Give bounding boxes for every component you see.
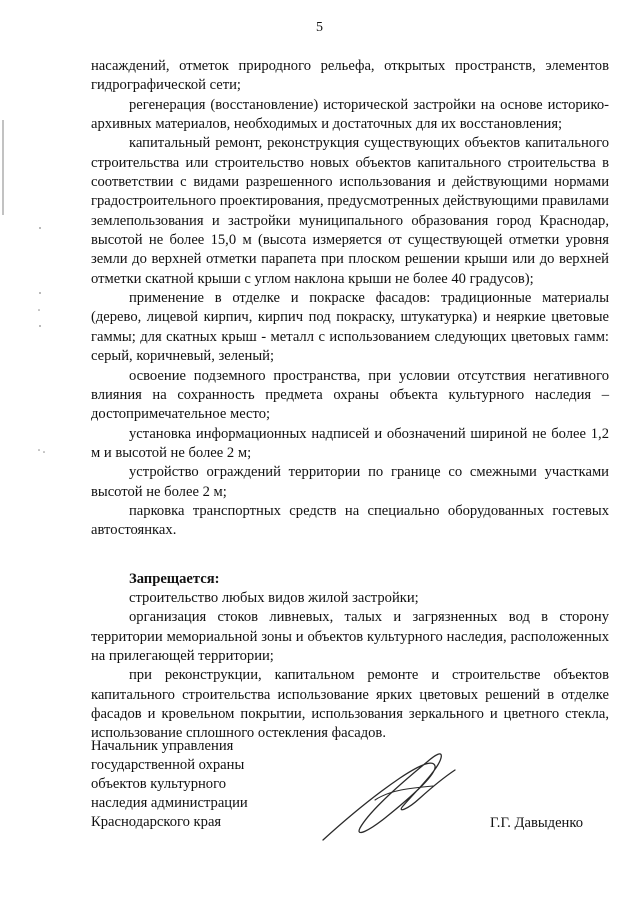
position-line: наследия администрации	[91, 795, 248, 812]
position-line: Начальник управления	[91, 738, 234, 754]
paragraph-signage: установка информационных надписей и обозначений шириной не более 1,2 м и высотой не более 2 м;	[91, 425, 609, 461]
scan-margin-marks	[0, 0, 60, 905]
position-line: Краснодарского края	[91, 814, 222, 831]
prohibited-item-bright-colors: при реконструкции, капитальном ремонте и строительстве объектов капитального строительства использование ярких цветовых решений в отделке фасадов и кровельном покрытии, использования зеркального и цветного стекла, использование сплошного остекления фасадов.	[91, 667, 609, 742]
prohibited-item-runoff: организация стоков ливневых, талых и загрязненных вод в сторону территории мемориальной зоны и объектов культурного наследия, расположенных на прилегающей территории;	[91, 609, 609, 664]
position-line: государственной охраны	[91, 757, 245, 774]
paragraph-greenery: насаждений, отметок природного рельефа, открытых пространств, элементов гидрографической сети;	[91, 58, 609, 94]
paragraph-regeneration: регенерация (восстановление) исторической застройки на основе историко-архивных материалов, необходимых и достаточных для их восстановления;	[91, 96, 609, 133]
paragraph-parking: парковка транспортных средств на специально оборудованных гостевых автостоянках.	[91, 502, 609, 539]
paragraph-underground: освоение подземного пространства, при условии отсутствия негативного влияния на сохранность предмета охраны объекта культурного наследия – достопримечательное место;	[91, 367, 609, 423]
signatory-name: Г.Г. Давыденко	[490, 815, 584, 831]
prohibited-item-residential: строительство любых видов жилой застройки;	[129, 589, 419, 606]
position-line: объектов культурного	[91, 776, 227, 793]
handwritten-signature	[315, 740, 465, 850]
signatory-position	[91, 737, 291, 832]
page-number: 5	[316, 20, 323, 35]
paragraph-capital-repair: капитальный ремонт, реконструкция существующих объектов капитального строительства или строительство новых объектов капитального строительства в соответствии с видами разрешенного использования и действующими нормами градостроительного проектирования, предусмотренных действующими правилами землепользования и застройки муниципального образования город Краснодар, высотой не более 15,0 м (высота измеряется от существующей отметки уровня земли до верхней отметки парапета при плоском решении крыши или до верхней отметки скатной крыши с углом наклона крыши не более 40 градусов);	[91, 135, 609, 287]
paragraph-facade-finishing: применение в отделке и покраске фасадов: традиционные материалы (дерево, лицевой кирпич, кирпич под покраску, штукатурка) и неяркие цветовые гаммы; для скатных крыш - металл с использованием следующих цветовых гамм: серый, коричневый, зеленый;	[91, 290, 609, 365]
prohibited-heading: Запрещается:	[129, 570, 220, 587]
document-body	[91, 57, 609, 744]
section-spacer	[91, 541, 609, 570]
paragraph-fencing: устройство ограждений территории по границе со смежными участками высотой не более 2 м;	[91, 464, 609, 500]
